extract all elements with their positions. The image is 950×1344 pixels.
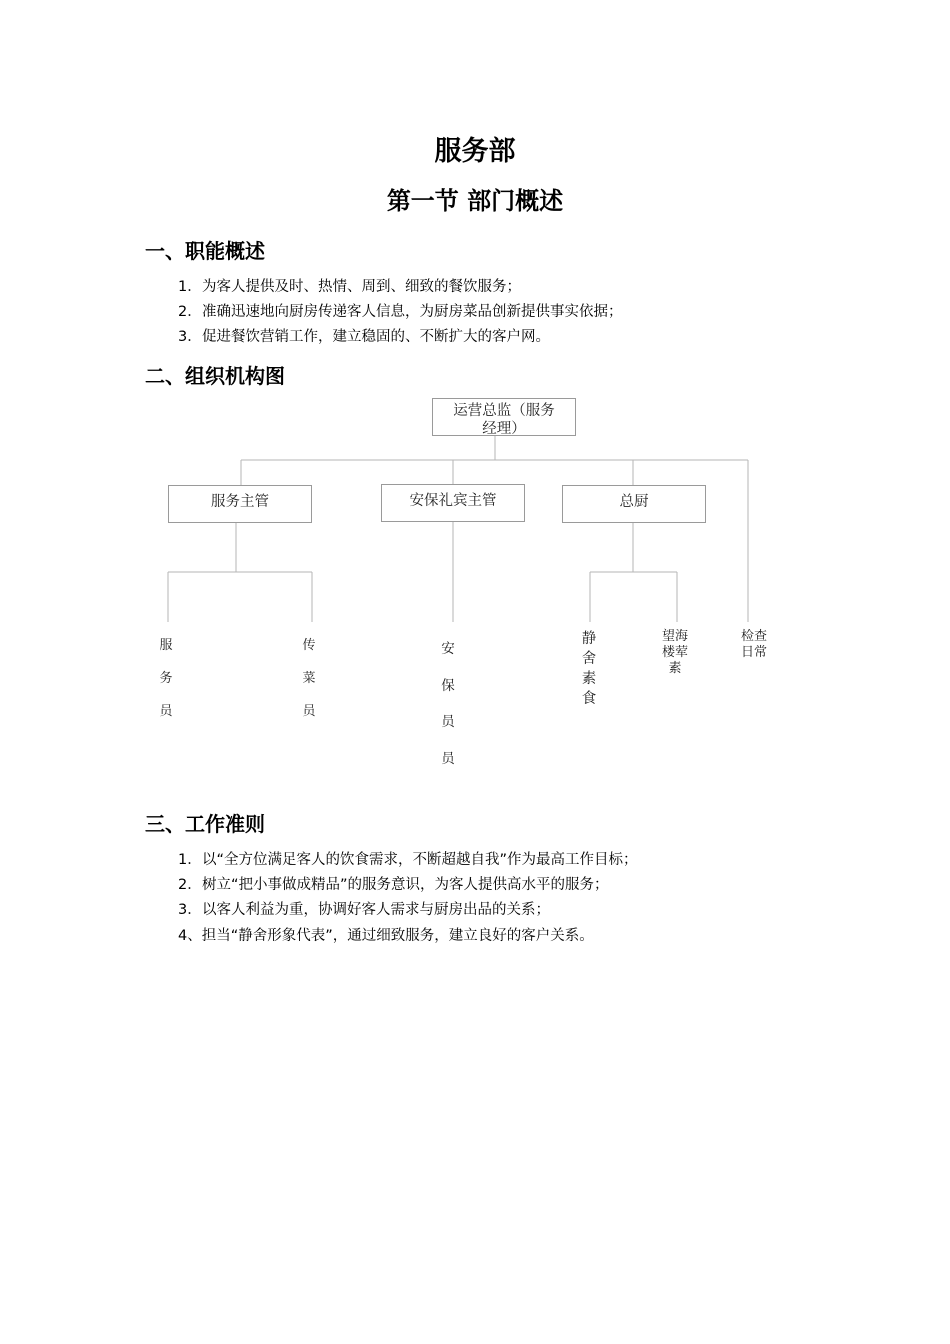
item-number: 1． [178, 279, 202, 295]
item-number: 3． [178, 329, 202, 345]
org-leaf-food-runner: 传 菜 员 [302, 638, 316, 719]
org-box-label-line1: 运营总监（服务 [453, 403, 555, 419]
item-number: 2． [178, 877, 202, 893]
document-title: 服务部 [434, 136, 516, 167]
item-number: 1． [178, 852, 202, 868]
org-box-label: 服务主管 [211, 494, 269, 510]
principle-item-2 [178, 874, 609, 896]
item-text: 准确迅速地向厨房传递客人信息，为厨房菜品创新提供事实依据； [202, 304, 623, 320]
heading-work-principles: 三、工作准则 [145, 812, 265, 836]
item-number: 4、 [178, 928, 202, 944]
org-box-head-chef [562, 485, 706, 523]
item-number: 2． [178, 304, 202, 320]
org-box-security-supervisor [381, 484, 525, 522]
org-leaf-jingshe-vegetarian: 静 舍 素 食 [581, 631, 597, 707]
org-leaf-daily-inspection: 检查 日常 [740, 629, 767, 660]
heading-functions: 一、职能概述 [145, 239, 265, 263]
item-text: 担当“静舍形象代表”，通过细致服务，建立良好的客户关系。 [201, 928, 594, 944]
org-box-label-line2: 经理） [482, 421, 526, 437]
item-text: 以“全方位满足客人的饮食需求，不断超越自我”作为最高工作目标； [202, 852, 638, 868]
principle-item-1 [178, 849, 638, 871]
org-box-label: 安保礼宾主管 [409, 493, 497, 509]
item-text: 树立“把小事做成精品”的服务意识，为客人提供高水平的服务； [202, 877, 609, 893]
org-box-label: 总厨 [619, 494, 649, 510]
section-title: 第一节 部门概述 [386, 187, 564, 215]
item-text: 促进餐饮营销工作，建立稳固的、不断扩大的客户网。 [202, 329, 550, 345]
org-leaf-wanghai-kitchen: 望海 楼荤 素 [661, 629, 688, 676]
principle-item-3 [178, 899, 550, 921]
org-leaf-security-staff: 安 保 员 员 [441, 641, 455, 767]
item-text: 以客人利益为重，协调好客人需求与厨房出品的关系； [202, 902, 550, 918]
org-box-operations-director [432, 398, 576, 436]
org-leaf-waiter: 服 务 员 [159, 638, 173, 719]
principle-item-4 [178, 925, 594, 947]
org-box-service-supervisor [168, 485, 312, 523]
item-text: 为客人提供及时、热情、周到、细致的餐饮服务； [202, 279, 521, 295]
item-number: 3． [178, 902, 202, 918]
heading-org-chart: 二、组织机构图 [145, 364, 285, 388]
